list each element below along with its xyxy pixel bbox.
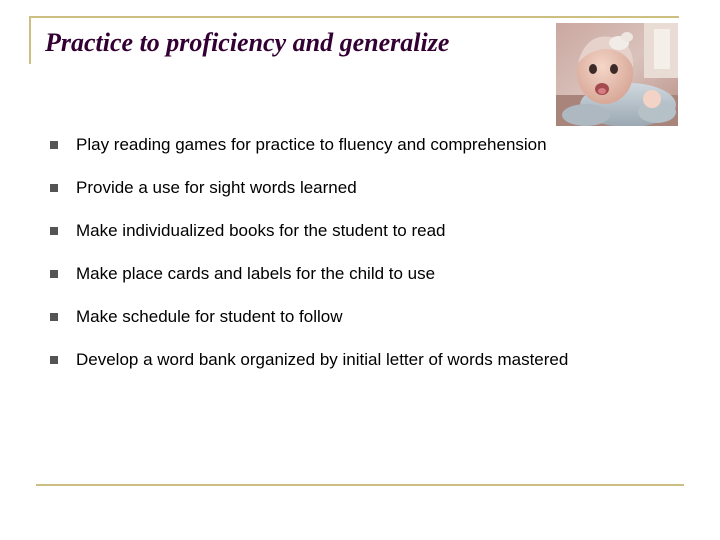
baby-photo: [556, 23, 678, 126]
bullet-text: Develop a word bank organized by initial letter of words mastered: [76, 350, 569, 369]
title-frame-left-border: [29, 16, 31, 64]
square-bullet-icon: [50, 356, 58, 364]
bullet-text: Make place cards and labels for the child to use: [76, 264, 436, 283]
slide-title: Practice to proficiency and generalize: [45, 28, 450, 57]
title-frame-top-border: [29, 16, 679, 18]
square-bullet-icon: [50, 270, 58, 278]
square-bullet-icon: [50, 184, 58, 192]
bullet-text: Make schedule for student to follow: [76, 307, 343, 326]
bullet-text: Play reading games for practice to fluency and comprehension: [76, 135, 547, 154]
bullet-text: Make individualized books for the student to read: [76, 221, 446, 240]
footer-divider: [36, 484, 684, 486]
square-bullet-icon: [50, 141, 58, 149]
square-bullet-icon: [50, 313, 58, 321]
square-bullet-icon: [50, 227, 58, 235]
bullet-text: Provide a use for sight words learned: [76, 178, 357, 197]
